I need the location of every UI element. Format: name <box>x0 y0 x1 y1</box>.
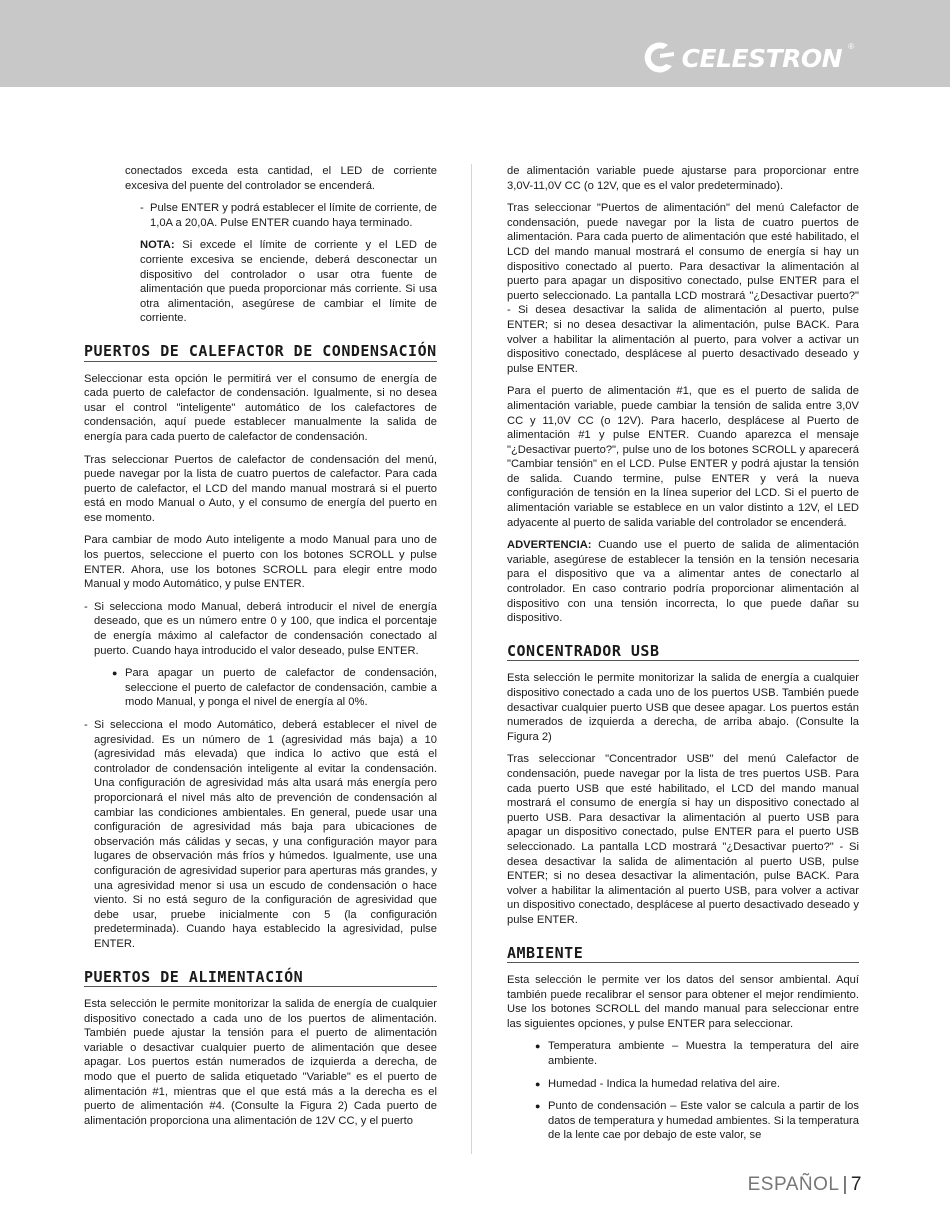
logo-text: CELESTRON <box>681 43 843 73</box>
intro-dash-item <box>140 201 437 230</box>
bullet-icon: ● <box>112 668 118 679</box>
intro-dash-text: Pulse ENTER y podrá establecer el límite de corriente, de 1,0A a 20,0A. Pulse ENTER cuando haya terminado. <box>150 202 437 229</box>
s1-paragraph-1: Seleccionar esta opción le permitirá ver el consumo de energía de cada puerto de calefactor de condensación. Igualmente, si no desea usar el control "inteligente" automático de los calefactores de condensación, aquí puede establecer manualmente la salida de energía para cada puerto de calefactor de condensación. <box>84 372 437 443</box>
env-bullet-item <box>535 1099 859 1143</box>
note-paragraph <box>140 238 437 326</box>
registered-mark: ® <box>848 42 854 51</box>
heading-power-ports: PUERTOS DE ALIMENTACIÓN <box>84 970 437 988</box>
r-paragraph-1: de alimentación variable puede ajustarse para proporcionar entre 3,0V-11,0V CC (o 12V, que es el valor predeterminado). <box>507 165 859 192</box>
s3-paragraph-2: Tras seleccionar "Concentrador USB" del menú Calefactor de condensación, puede navegar por la lista de tres puertos USB. Para cada puerto USB que esté habilitado, el LCD del mando manual mostrará el consumo de energía si hay un dispositivo conectado al puerto USB. Para desactivar la alimentación al puerto USB para apagar un dispositivo conectado, pulse ENTER para el puerto USB seleccionado. La pantalla LCD mostrará "¿Desactivar puerto?" - Si desea desactivar la salida de alimentación al puerto USB, pulse ENTER; si no desea desactivar la alimentación, pulse BACK. Para volver a habilitar la alimentación al puerto USB, para volver a activar un dispositivo conectado, desplácese al puerto desactivado deseado y pulse ENTER. <box>507 753 859 926</box>
celestron-logo <box>638 40 854 76</box>
note-text: Si excede el límite de corriente y el LED de corriente excesiva se enciende, deberá desconectar un dispositivo del controlador o usar otra fuente de alimentación que pueda proporcionar más corriente. Si usa otra alimentación, asegúrese de cambiar el límite de corriente. <box>140 239 437 325</box>
r-paragraph-2: Tras seleccionar "Puertos de alimentación" del menú Calefactor de condensación, puede navegar por la lista de cuatro puertos de alimentación. Para cada puerto de alimentación que esté habilitado, el LCD del mando manual mostrará el consumo de energía si hay un dispositivo conectado al puerto. Para desactivar la alimentación al puerto para apagar un dispositivo conectado, pulse ENTER para el puerto seleccionado. La pantalla LCD mostrará "¿Desactivar puerto?" - Si desea desactivar la salida de alimentación al puerto, pulse ENTER; si no desea desactivar la alimentación, pulse BACK. Para volver a habilitar la alimentación al puerto, para volver a activar un dispositivo conectado, desplácese al puerto desactivado deseado y pulse ENTER. <box>507 202 859 375</box>
page-footer <box>748 1174 862 1196</box>
s3-paragraph-1: Esta selección le permite monitorizar la salida de energía a cualquier dispositivo conectado a cada uno de los puertos USB. También puede desactivar cualquier puerto USB que desee apagar. Los puertos están numerados de izquierda a derecha, de arriba abajo. (Consulte la Figura 2) <box>507 672 859 743</box>
s1-paragraph-2: Tras seleccionar Puertos de calefactor de condensación del menú, puede navegar por la lista de cuatro puertos de calefactor. Para cada puerto de calefactor, el LCD del mando manual mostrará si el puerto está en modo Manual o Auto, y el consumo de energía del puerto en ese momento. <box>84 453 437 524</box>
env-bullet-item <box>535 1039 859 1068</box>
s2-paragraph-1: Esta selección le permite monitorizar la salida de energía de cualquier dispositivo conectado a cada uno de los puertos de alimentación. También puede ajustar la tensión para el puerto de alimentación variable o desactivar cualquier puerto de alimentación que desee apagar. Los puertos están numerados de izquierda a derecha, de modo que el puerto de salida etiquetado "Variable" es el puerto de alimentación #1, mientras que el que está más a la derecha es el puerto de alimentación #4. (Consulte la Figura 2) Cada puerto de alimentación proporciona una alimentación de 12V CC, y el puerto <box>84 998 437 1127</box>
heading-usb-hub: CONCENTRADOR USB <box>507 644 859 662</box>
right-column <box>507 164 859 1151</box>
warning-paragraph <box>507 538 859 626</box>
s1-dash-manual-text: Si selecciona modo Manual, deberá introducir el nivel de energía deseado, que es un número entre 0 y 100, que indica el porcentaje de energía máximo al calefactor de condensación conectado al puerto. Cuando haya introducido el valor deseado, pulse ENTER. <box>94 600 437 657</box>
page-number: 7 <box>850 1174 862 1195</box>
env-bullet-item <box>535 1077 859 1092</box>
s1-dash-auto <box>84 718 437 952</box>
footer-language: ESPAÑOL <box>747 1174 840 1195</box>
celestron-swoosh-icon <box>638 40 676 76</box>
heading-dew-heater-ports: PUERTOS DE CALEFACTOR DE CONDENSACIÓN <box>84 341 437 360</box>
column-divider <box>471 164 472 1154</box>
s1-bullet-item <box>112 666 437 710</box>
s4-paragraph-1: Esta selección le permite ver los datos del sensor ambiental. Aquí también puede recalibrar el sensor para obtener el mejor rendimiento. Use los botones SCROLL del mando manual para seleccionar entre las siguientes opciones, y pulse ENTER para seleccionar. <box>507 974 859 1030</box>
s1-bullet-text: Para apagar un puerto de calefactor de condensación, seleccione el puerto de calefactor de condensación, cambie a modo Manual, y ponga el nivel de energía al 0%. <box>125 667 437 709</box>
dash-marker: - <box>84 600 88 613</box>
s1-dash-manual <box>84 600 437 658</box>
bullet-icon: ● <box>535 1078 541 1089</box>
s1-paragraph-3: Para cambiar de modo Auto inteligente a modo Manual para uno de los puertos, seleccione el puerto con los botones SCROLL y pulse ENTER. Ahora, use los botones SCROLL para elegir entre modo Manual y modo Automático, y pulse ENTER. <box>84 534 437 591</box>
dash-marker: - <box>140 202 144 215</box>
s1-dash-auto-text: Si selecciona el modo Automático, deberá establecer el nivel de agresividad. Es un número de 1 (agresividad más baja) a 10 (agresividad más elevada) que indica lo activo que está el controlador de condensación inteligente al evitar la condensación. Una configuración de agresividad más alta usará más energía pero proporcionará el nivel más alto de prevención de condensación al cambiar las condiciones ambientales. En general, puede usar una configuración de agresividad más baja para ubicaciones de observación más cálidas y secas, y una configuración mayor para lugares de observación más fríos y húmedos. Igualmente, use una configuración de agresividad superior para aperturas más grandes, y una agresividad menor si usa un escudo de condensación o hace viento. Si no está seguro de la configuración de agresividad que debe usar, pruebe inicialmente con 5 (la configuración predeterminada). Cuando haya establecido la agresividad, pulse ENTER. <box>94 719 437 950</box>
intro-paragraph: conectados exceda esta cantidad, el LED de corriente excesiva del puente del controlador se encenderá. <box>125 165 437 192</box>
env-bullet-text: Punto de condensación – Este valor se calcula a partir de los datos de temperatura y humedad ambientes. Si la temperatura de la lente cae por debajo de este valor, se <box>548 1100 859 1142</box>
heading-environment: AMBIENTE <box>507 946 859 964</box>
warning-text: Cuando use el puerto de salida de alimentación variable, asegúrese de establecer la tensión en la tensión necesaria para el dispositivo que va a alimentar antes de conectarlo al controlador. En caso contrario podría proporcionar alimentación al dispositivo con una tensión incorrecta, lo que puede dañar su dispositivo. <box>507 539 859 625</box>
r-paragraph-3: Para el puerto de alimentación #1, que es el puerto de salida de alimentación variable, puede cambiar la tensión de salida entre 3,0V CC y 11,0V CC (o 12V). Para hacerlo, desplácese al Puerto de alimentación #1 y pulse ENTER. Cuando aparezca el mensaje "¿Desactivar puerto?", pulse uno de los botones SCROLL y aparecerá "Cambiar tensión" en el LCD. Pulse ENTER y podrá ajustar la tensión de salida. Cuando termine, pulse ENTER y verá la nueva configuración de tensión en la línea superior del LCD. Si el puerto de alimentación variable se establece en un valor distinto a 12V, el LED adyacente al puerto de salida variable del controlador se encenderá. <box>507 385 859 529</box>
footer-separator: | <box>842 1174 848 1195</box>
warning-label: ADVERTENCIA: <box>507 539 592 552</box>
note-label: NOTA: <box>140 239 175 252</box>
dash-marker: - <box>84 719 88 731</box>
env-bullet-text: Temperatura ambiente – Muestra la temperatura del aire ambiente. <box>548 1040 859 1068</box>
env-bullet-text: Humedad - Indica la humedad relativa del aire. <box>548 1077 780 1090</box>
header-band <box>0 0 950 87</box>
bullet-icon: ● <box>535 1101 541 1112</box>
bullet-icon: ● <box>535 1041 541 1052</box>
left-column <box>84 164 437 1136</box>
